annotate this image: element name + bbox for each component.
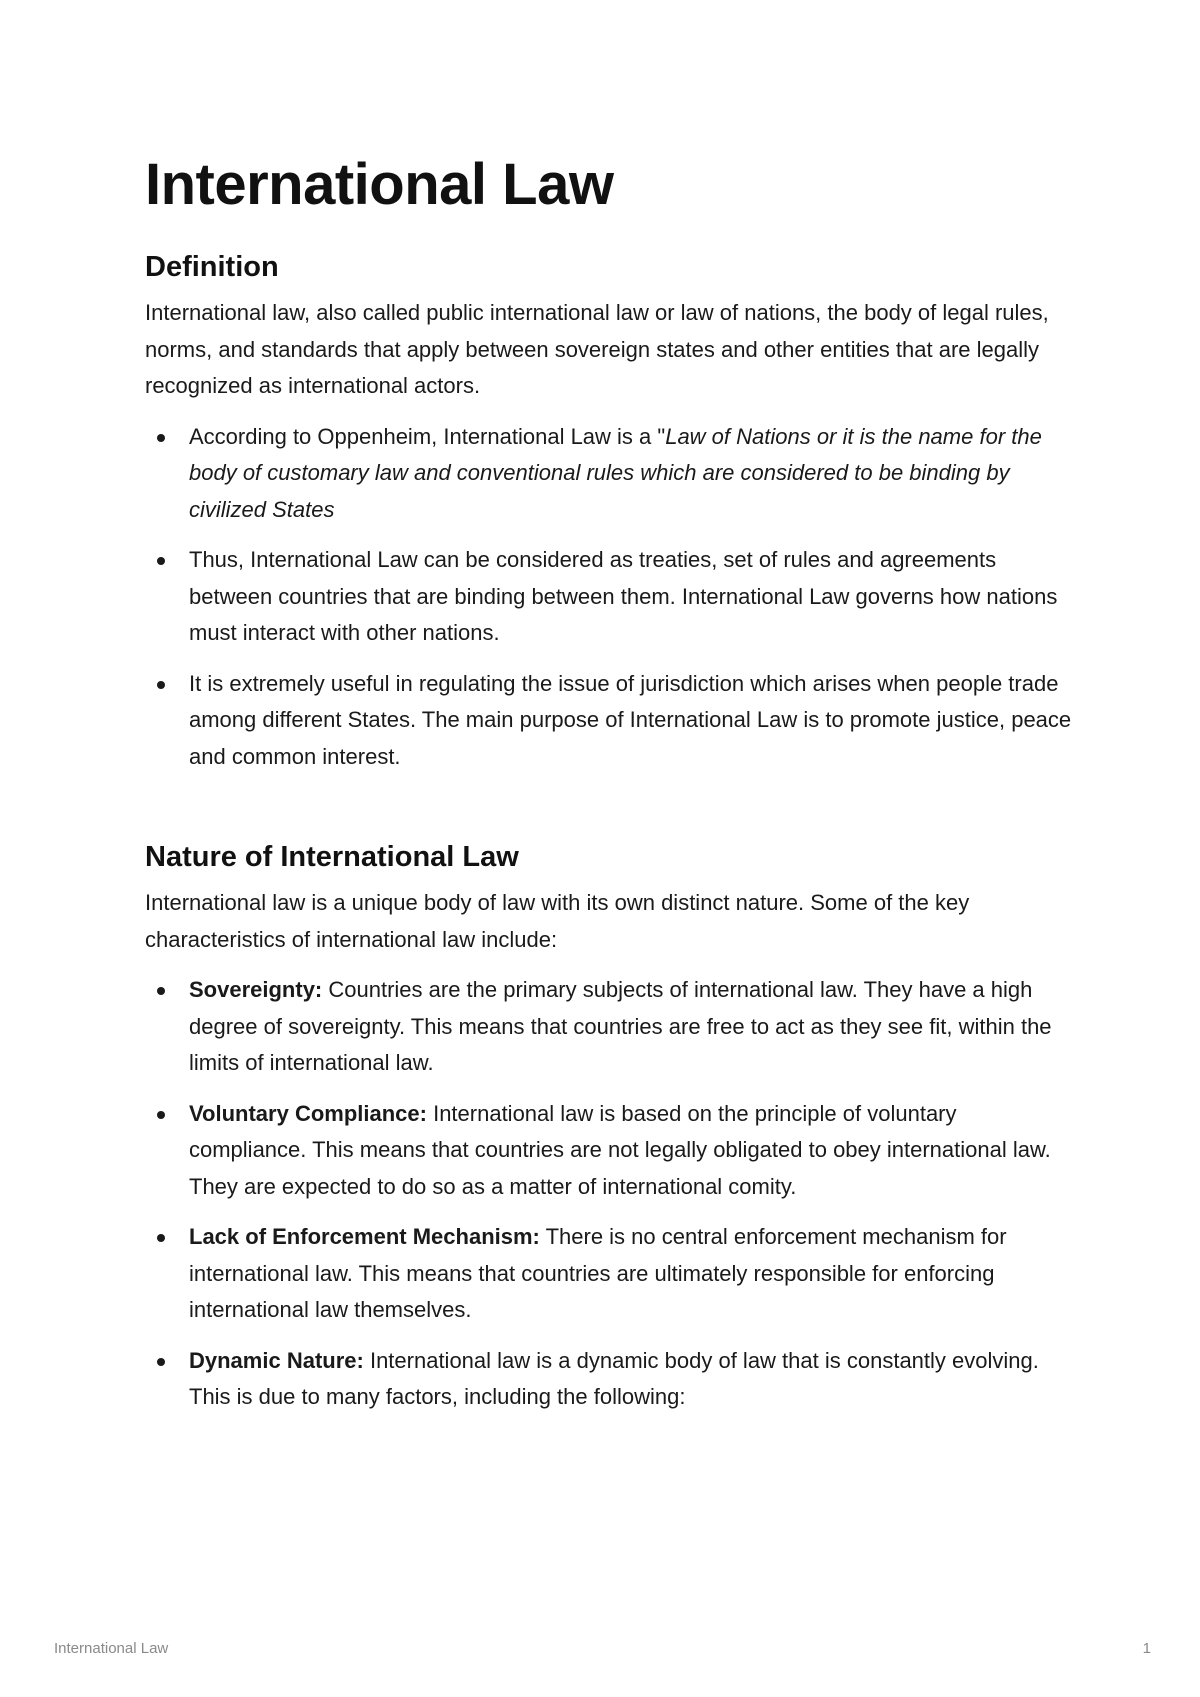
list-item-text: Thus, International Law can be considered as treaties, set of rules and agreements between countries that are binding between them. International Law governs how nations must interact with other nations.: [189, 547, 1058, 645]
nature-bullet-list: [145, 972, 1075, 1416]
nature-paragraph: International law is a unique body of law with its own distinct nature. Some of the key characteristics of international law include:: [145, 890, 970, 952]
footer-title: International Law: [54, 1640, 169, 1657]
bullet-icon: [157, 434, 165, 442]
section-heading-nature: Nature of International Law: [145, 841, 519, 873]
definition-paragraph: [145, 295, 1075, 405]
list-item-term: Lack of Enforcement Mechanism:: [189, 1224, 540, 1249]
list-item: [145, 972, 1075, 1082]
list-item-quote: Law of Nations or it is the name for the body of customary law and conventional rules which are considered to be binding by civilized States: [189, 423, 1042, 522]
bullet-icon: [157, 557, 165, 565]
bullet-icon: [157, 681, 165, 689]
list-item: [145, 542, 1075, 652]
bullet-icon: [157, 987, 165, 995]
definition-paragraph-part2: recognized as international actors.: [145, 373, 481, 398]
bullet-icon: [157, 1358, 165, 1366]
list-item-text: According to Oppenheim, International Law is a ": [189, 423, 666, 449]
section-heading-definition: Definition: [145, 251, 279, 283]
page-number: 1: [1142, 1640, 1151, 1657]
document-title: International Law: [145, 152, 614, 217]
list-item-text: Countries are the primary subjects of international law. They have a high degree of sovereignty. This means that countries are free to act as they see fit, within the limits of international law.: [189, 977, 1052, 1075]
bullet-icon: [157, 1234, 165, 1242]
definition-paragraph-part1: International law, also called public international law or law of nations, the body of legal rules, norms, and standards that apply between sovereign states and other entities that are legally: [145, 300, 1049, 362]
list-item: [145, 666, 1075, 776]
document-page: [145, 145, 1075, 1430]
definition-bullet-list: [145, 419, 1075, 776]
list-item: [145, 1096, 1075, 1206]
list-item-text: International law is based on the principle of voluntary compliance. This means that countries are not legally obligated to obey international law. They are expected to do so as a matter of international comity.: [189, 1100, 1051, 1199]
list-item-term: Voluntary Compliance:: [189, 1100, 427, 1126]
list-item-text: There is no central enforcement mechanism for international law. This means that countries are ultimately responsible for enforcing international law themselves.: [189, 1224, 1007, 1322]
list-item-text: International law is a dynamic body of law that is constantly evolving. This is due to many factors, including the following:: [189, 1347, 1039, 1409]
list-item: [145, 1219, 1075, 1329]
list-item: [145, 419, 1075, 529]
list-item-term: Dynamic Nature:: [189, 1347, 364, 1373]
bullet-icon: [157, 1111, 165, 1119]
list-item: [145, 1343, 1075, 1416]
list-item-text: It is extremely useful in regulating the issue of jurisdiction which arises when people trade among different States. The main purpose of International Law is to promote justice, peace and common interest.: [189, 670, 1072, 769]
list-item-term: Sovereignty:: [189, 977, 323, 1002]
